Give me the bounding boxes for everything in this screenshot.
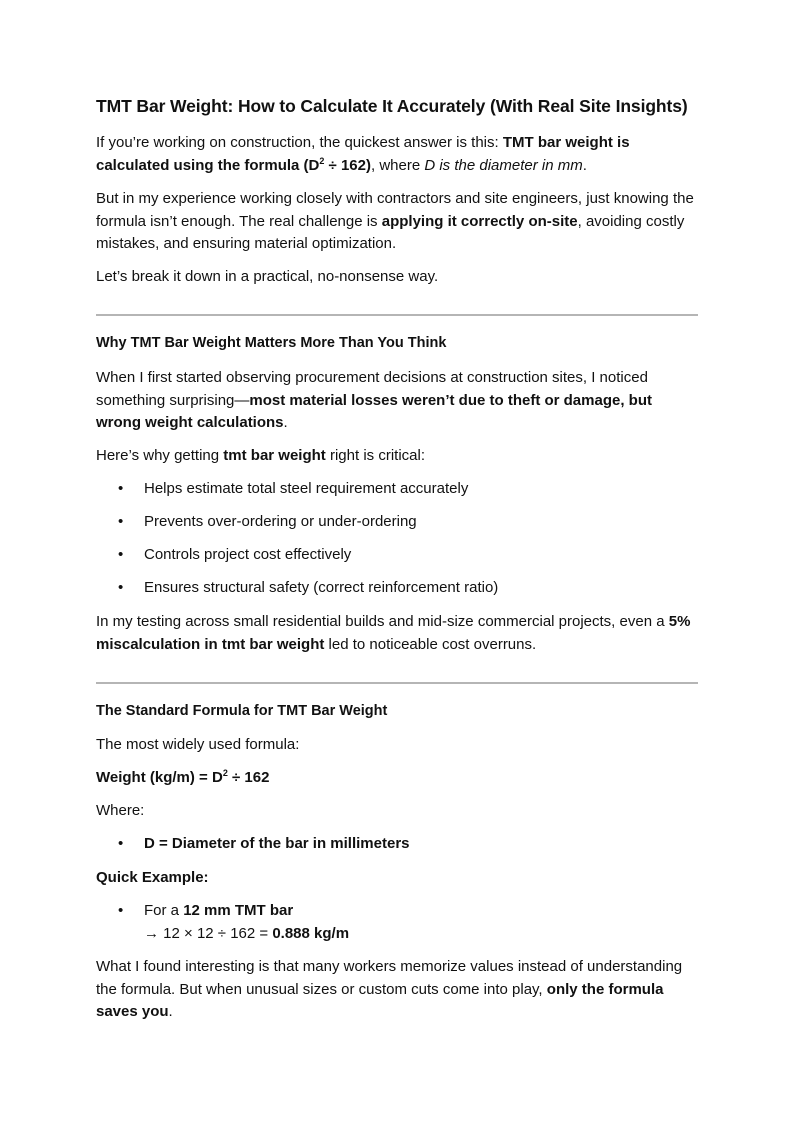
s1-p3-b: 5% miscalculation in tmt bar weight: [96, 613, 691, 653]
s1-p3-c: led to noticeable cost overruns.: [324, 635, 537, 653]
intro-p2-a: But in my experience working closely with contractors and site engineers, just knowing the formula isn’t enough. The real challenge is: [96, 190, 694, 230]
section-2-closing-paragraph: [96, 956, 698, 1024]
section-divider-2: [96, 682, 698, 684]
intro-p1-sup: 2: [319, 155, 325, 166]
example-a: For a: [144, 902, 184, 919]
s1-p1-c: .: [283, 414, 288, 431]
definition-d: D = Diameter of the bar in millimeters: [144, 835, 410, 852]
section-1-heading: Why TMT Bar Weight Matters More Than You Think: [96, 335, 447, 351]
intro-p1-c: ÷ 162): [324, 156, 371, 174]
intro-p1-a: If you’re working on construction, the quickest answer is this:: [96, 134, 503, 151]
formula-line: [96, 767, 698, 790]
example-b: 12 mm TMT bar: [183, 902, 294, 919]
intro-p1-d: , where: [370, 156, 425, 174]
quick-example-text: Quick Example:: [96, 869, 209, 886]
list-item: [96, 900, 704, 923]
section-1-paragraph-1: [96, 367, 698, 435]
quick-example-label: [96, 867, 698, 890]
example-calc-a: → 12 × 12 ÷ 162 =: [144, 925, 273, 942]
section-2-heading: The Standard Formula for TMT Bar Weight: [96, 703, 388, 719]
formula-a: Weight (kg/m) = D: [96, 769, 223, 786]
section-divider-1: [96, 314, 698, 316]
intro-p1-e: D is the diameter in mm: [424, 156, 583, 174]
intro-p1-f: .: [582, 156, 587, 174]
s2-last-b: only the formula saves you: [96, 980, 664, 1020]
s1-p1-b: most material losses weren’t due to theft or damage, but wrong weight calculations: [96, 391, 652, 431]
intro-paragraph-1: [96, 132, 698, 177]
s1-p3-a: In my testing across small residential builds and mid-size commercial projects, even a: [96, 613, 669, 630]
section-1-paragraph-2: [96, 445, 698, 468]
example-calc-b: 0.888 kg/m: [272, 925, 350, 942]
list-item: • Controls project cost effectively: [96, 544, 704, 567]
list-item: • Helps estimate total steel requirement accurately: [96, 478, 704, 501]
intro-paragraph-3: Let’s break it down in a practical, no-nonsense way.: [96, 268, 439, 285]
section-1-paragraph-3: [96, 611, 698, 656]
s2-last-a: What I found interesting is that many workers memorize values instead of understanding the formula. But when unusual sizes or custom cuts come into play,: [96, 958, 683, 998]
formula-sup: 2: [222, 768, 228, 778]
s1-p2-b: tmt bar weight: [223, 447, 326, 464]
list-item: [96, 833, 704, 856]
intro-p2-c: , avoiding costly mistakes, and ensuring material optimization.: [96, 212, 685, 252]
intro-p1-b: TMT bar weight is calculated using the formula (D: [96, 134, 630, 174]
s1-p2-c: right is critical:: [325, 447, 425, 464]
s2-last-c: .: [168, 1003, 173, 1020]
intro-p2-b: applying it correctly on-site: [381, 212, 578, 230]
where-label: Where:: [96, 802, 145, 819]
section-2-intro: The most widely used formula:: [96, 736, 300, 753]
list-item: • Ensures structural safety (correct reinforcement ratio): [96, 577, 704, 600]
intro-paragraph-2: [96, 188, 698, 256]
example-calculation: [144, 923, 349, 946]
list-item: • Prevents over-ordering or under-ordering: [96, 511, 704, 534]
s1-p1-a: When I first started observing procurement decisions at construction sites, I noticed something surprising—: [96, 369, 648, 409]
formula-b: ÷ 162: [227, 769, 270, 786]
page-title: TMT Bar Weight: How to Calculate It Accurately (With Real Site Insights): [96, 96, 688, 116]
s1-p2-a: Here’s why getting: [96, 447, 224, 464]
